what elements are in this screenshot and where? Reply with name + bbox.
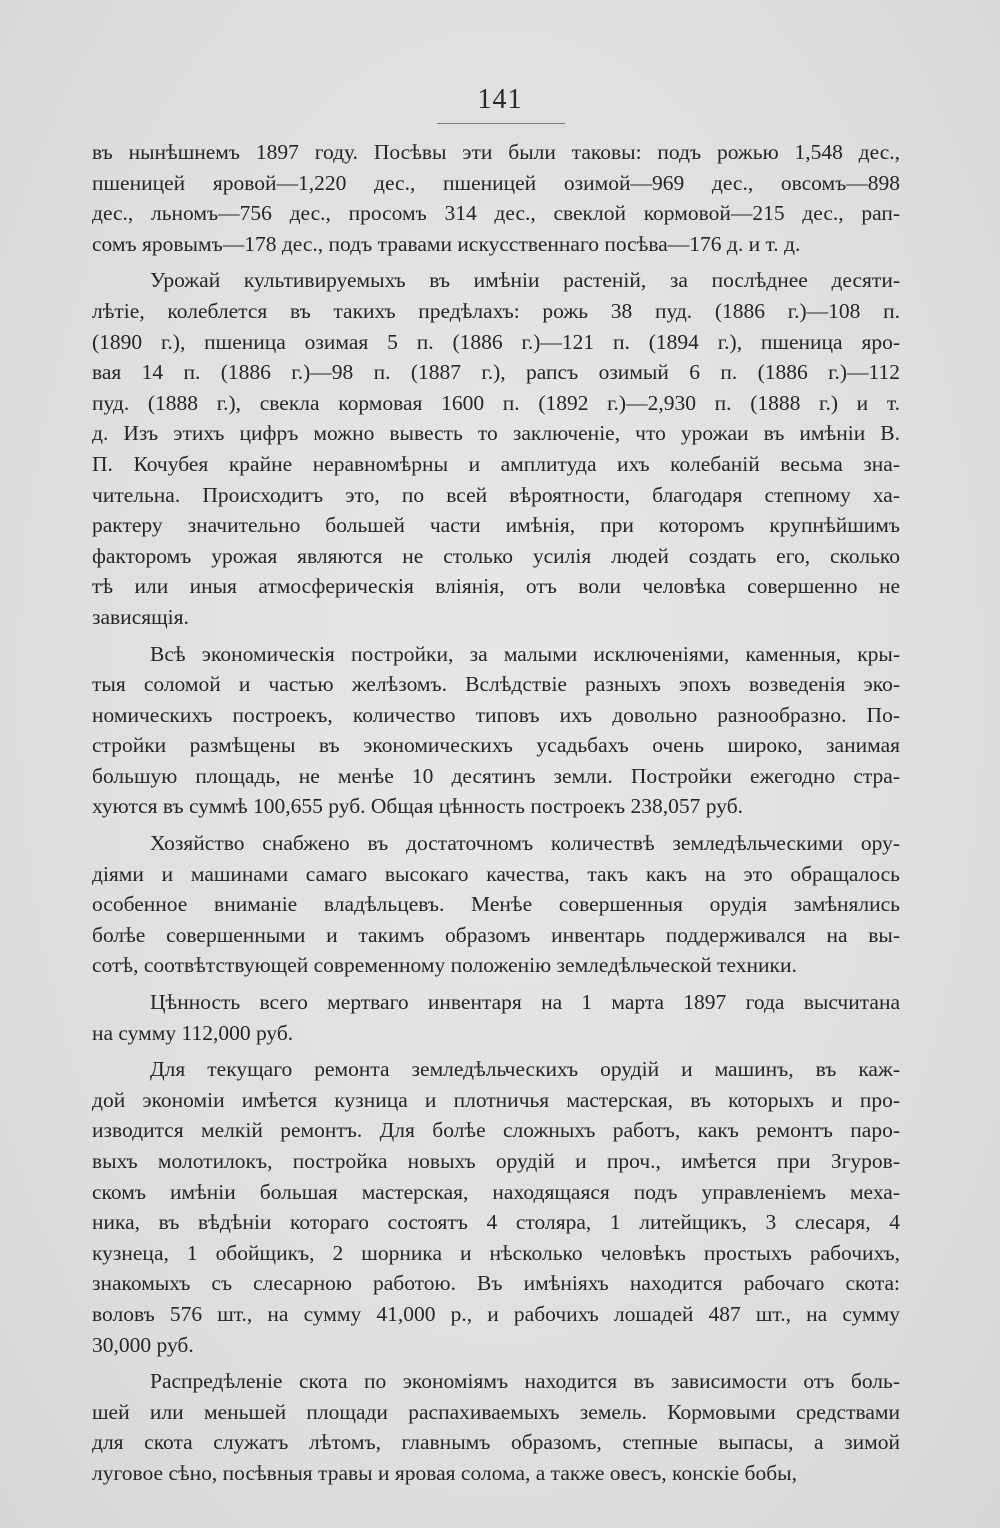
text-line: д. Изъ этихъ цифръ можно вывесть то заключеніе, что урожаи въ имѣніи В. [92,421,900,446]
text-line: знакомыхъ съ слесарною работою. Въ имѣніяхъ находится рабочаго скота: [92,1271,900,1296]
text-line: пшеницей яровой—1,220 дес., пшеницей озимой—969 дес., овсомъ—898 [92,170,900,195]
text-line: зависящія. [92,604,189,629]
text-line: Хозяйство снабжено въ достаточномъ количествѣ земледѣльческими ору- [150,831,900,856]
text-line: Для текущаго ремонта земледѣльческихъ орудій и машинъ, въ каж- [150,1057,900,1082]
text-line: хуются въ суммѣ 100,655 руб. Общая цѣнность построекъ 238,057 руб. [92,794,744,819]
text-line: (1890 г.), пшеница озимая 5 п. (1886 г.)—121 п. (1894 г.), пшеница яро- [92,329,900,354]
text-line: сомъ яровымъ—178 дес., подъ травами искусственнаго посѣва—176 д. и т. д. [92,231,801,256]
text-line: номическихъ построекъ, количество типовъ ихъ довольно разнообразно. По- [92,702,900,727]
text-line: особенное вниманіе владѣльцевъ. Менѣе совершенныя орудія замѣнялись [92,892,900,917]
text-line: скомъ имѣніи большая мастерская, находящаяся подъ управленіемъ меха- [92,1179,900,1204]
paragraph [92,639,900,823]
text-line: дой экономіи имѣется кузница и плотничья мастерская, въ которыхъ и про- [92,1087,900,1112]
text-line: дес., льномъ—756 дес., просомъ 314 дес., свеклой кормовой—215 дес., рап- [92,201,900,226]
text-line: діями и машинами самаго высокаго качества, такъ какъ на это обращалось [92,861,900,886]
text-line: изводится мелкій ремонтъ. Для болѣе сложныхъ работъ, какъ ремонтъ паро- [92,1118,900,1143]
text-line: факторомъ урожая являются не столько усилія людей создать его, сколько [92,543,900,568]
text-line: выхъ молотилокъ, постройка новыхъ орудій и проч., имѣется при Згуров- [92,1149,900,1173]
text-line: чительна. Происходитъ это, по всей вѣроятности, благодаря степному ха- [92,482,900,507]
text-line: рактеру значительно большей части имѣнія, при которомъ крупнѣйшимъ [92,513,900,538]
page-number-rule [437,123,565,124]
text-line: лѣтіе, колеблется въ такихъ предѣлахъ: рожь 38 пуд. (1886 г.)—108 п. [92,298,900,323]
text-line: луговое сѣно, посѣвныя травы и яровая солома, а также овесъ, конскіе бобы, [92,1460,797,1485]
text-line: пуд. (1888 г.), свекла кормовая 1600 п. (1892 г.)—2,930 п. (1888 г.) и т. [92,390,900,415]
text-line: Распредѣленіе скота по экономіямъ находится въ зависимости отъ боль- [150,1369,900,1394]
text-line: тыя соломой и частью желѣзомъ. Вслѣдствіе разныхъ эпохъ возведенія эко- [92,672,900,697]
text-line: Цѣнность всего мертваго инвентаря на 1 марта 1897 года высчитана [150,990,900,1015]
paragraph [92,265,900,632]
paragraph [92,1366,900,1488]
text-line: ника, въ вѣдѣніи котораго состоятъ 4 столяра, 1 литейщикъ, 3 слесаря, 4 [92,1210,900,1235]
text-line: въ нынѣшнемъ 1897 году. Посѣвы эти были таковы: подъ рожью 1,548 дес., [92,140,900,164]
paragraph [92,137,900,259]
text-line: шей или меньшей площади распахиваемыхъ земель. Кормовыми средствами [92,1399,900,1424]
text-line: вая 14 п. (1886 г.)—98 п. (1887 г.), рапсъ озимый 6 п. (1886 г.)—112 [92,360,900,385]
text-line: сотѣ, соотвѣтствующей современному положенію земледѣльческой техники. [92,953,797,978]
text-line: Урожай культивируемыхъ въ имѣніи растеній, за послѣднее десяти- [150,268,900,293]
page-number: 141 [477,84,523,115]
text-line: воловъ 576 шт., на сумму 41,000 р., и рабочихъ лошадей 487 шт., на сумму [92,1301,900,1326]
text-line: П. Кочубея крайне неравномѣрны и амплитуда ихъ колебаній весьма зна- [92,451,900,476]
text-line: Всѣ экономическія постройки, за малыми исключеніями, каменныя, кры- [150,641,900,666]
text-line: стройки размѣщены въ экономическихъ усадьбахъ очень широко, занимая [92,733,900,758]
text-line: 30,000 руб. [92,1332,194,1357]
paragraph [92,828,900,981]
body-text [92,137,900,1495]
text-line: для скота служатъ лѣтомъ, главнымъ образомъ, степные выпасы, а зимой [92,1430,900,1455]
paragraph [92,1054,900,1360]
text-line: кузнеца, 1 обойщикъ, 2 шорника и нѣсколько человѣкъ простыхъ рабочихъ, [92,1240,900,1265]
text-line: большую площадь, не менѣе 10 десятинъ земли. Постройки ежегодно стра- [92,763,900,788]
text-line: на сумму 112,000 руб. [92,1020,294,1045]
paragraph [92,987,900,1048]
text-line: тѣ или иныя атмосферическія вліянія, отъ воли человѣка совершенно не [92,574,900,599]
text-line: болѣе совершенными и такимъ образомъ инвентарь поддерживался на вы- [92,922,900,947]
